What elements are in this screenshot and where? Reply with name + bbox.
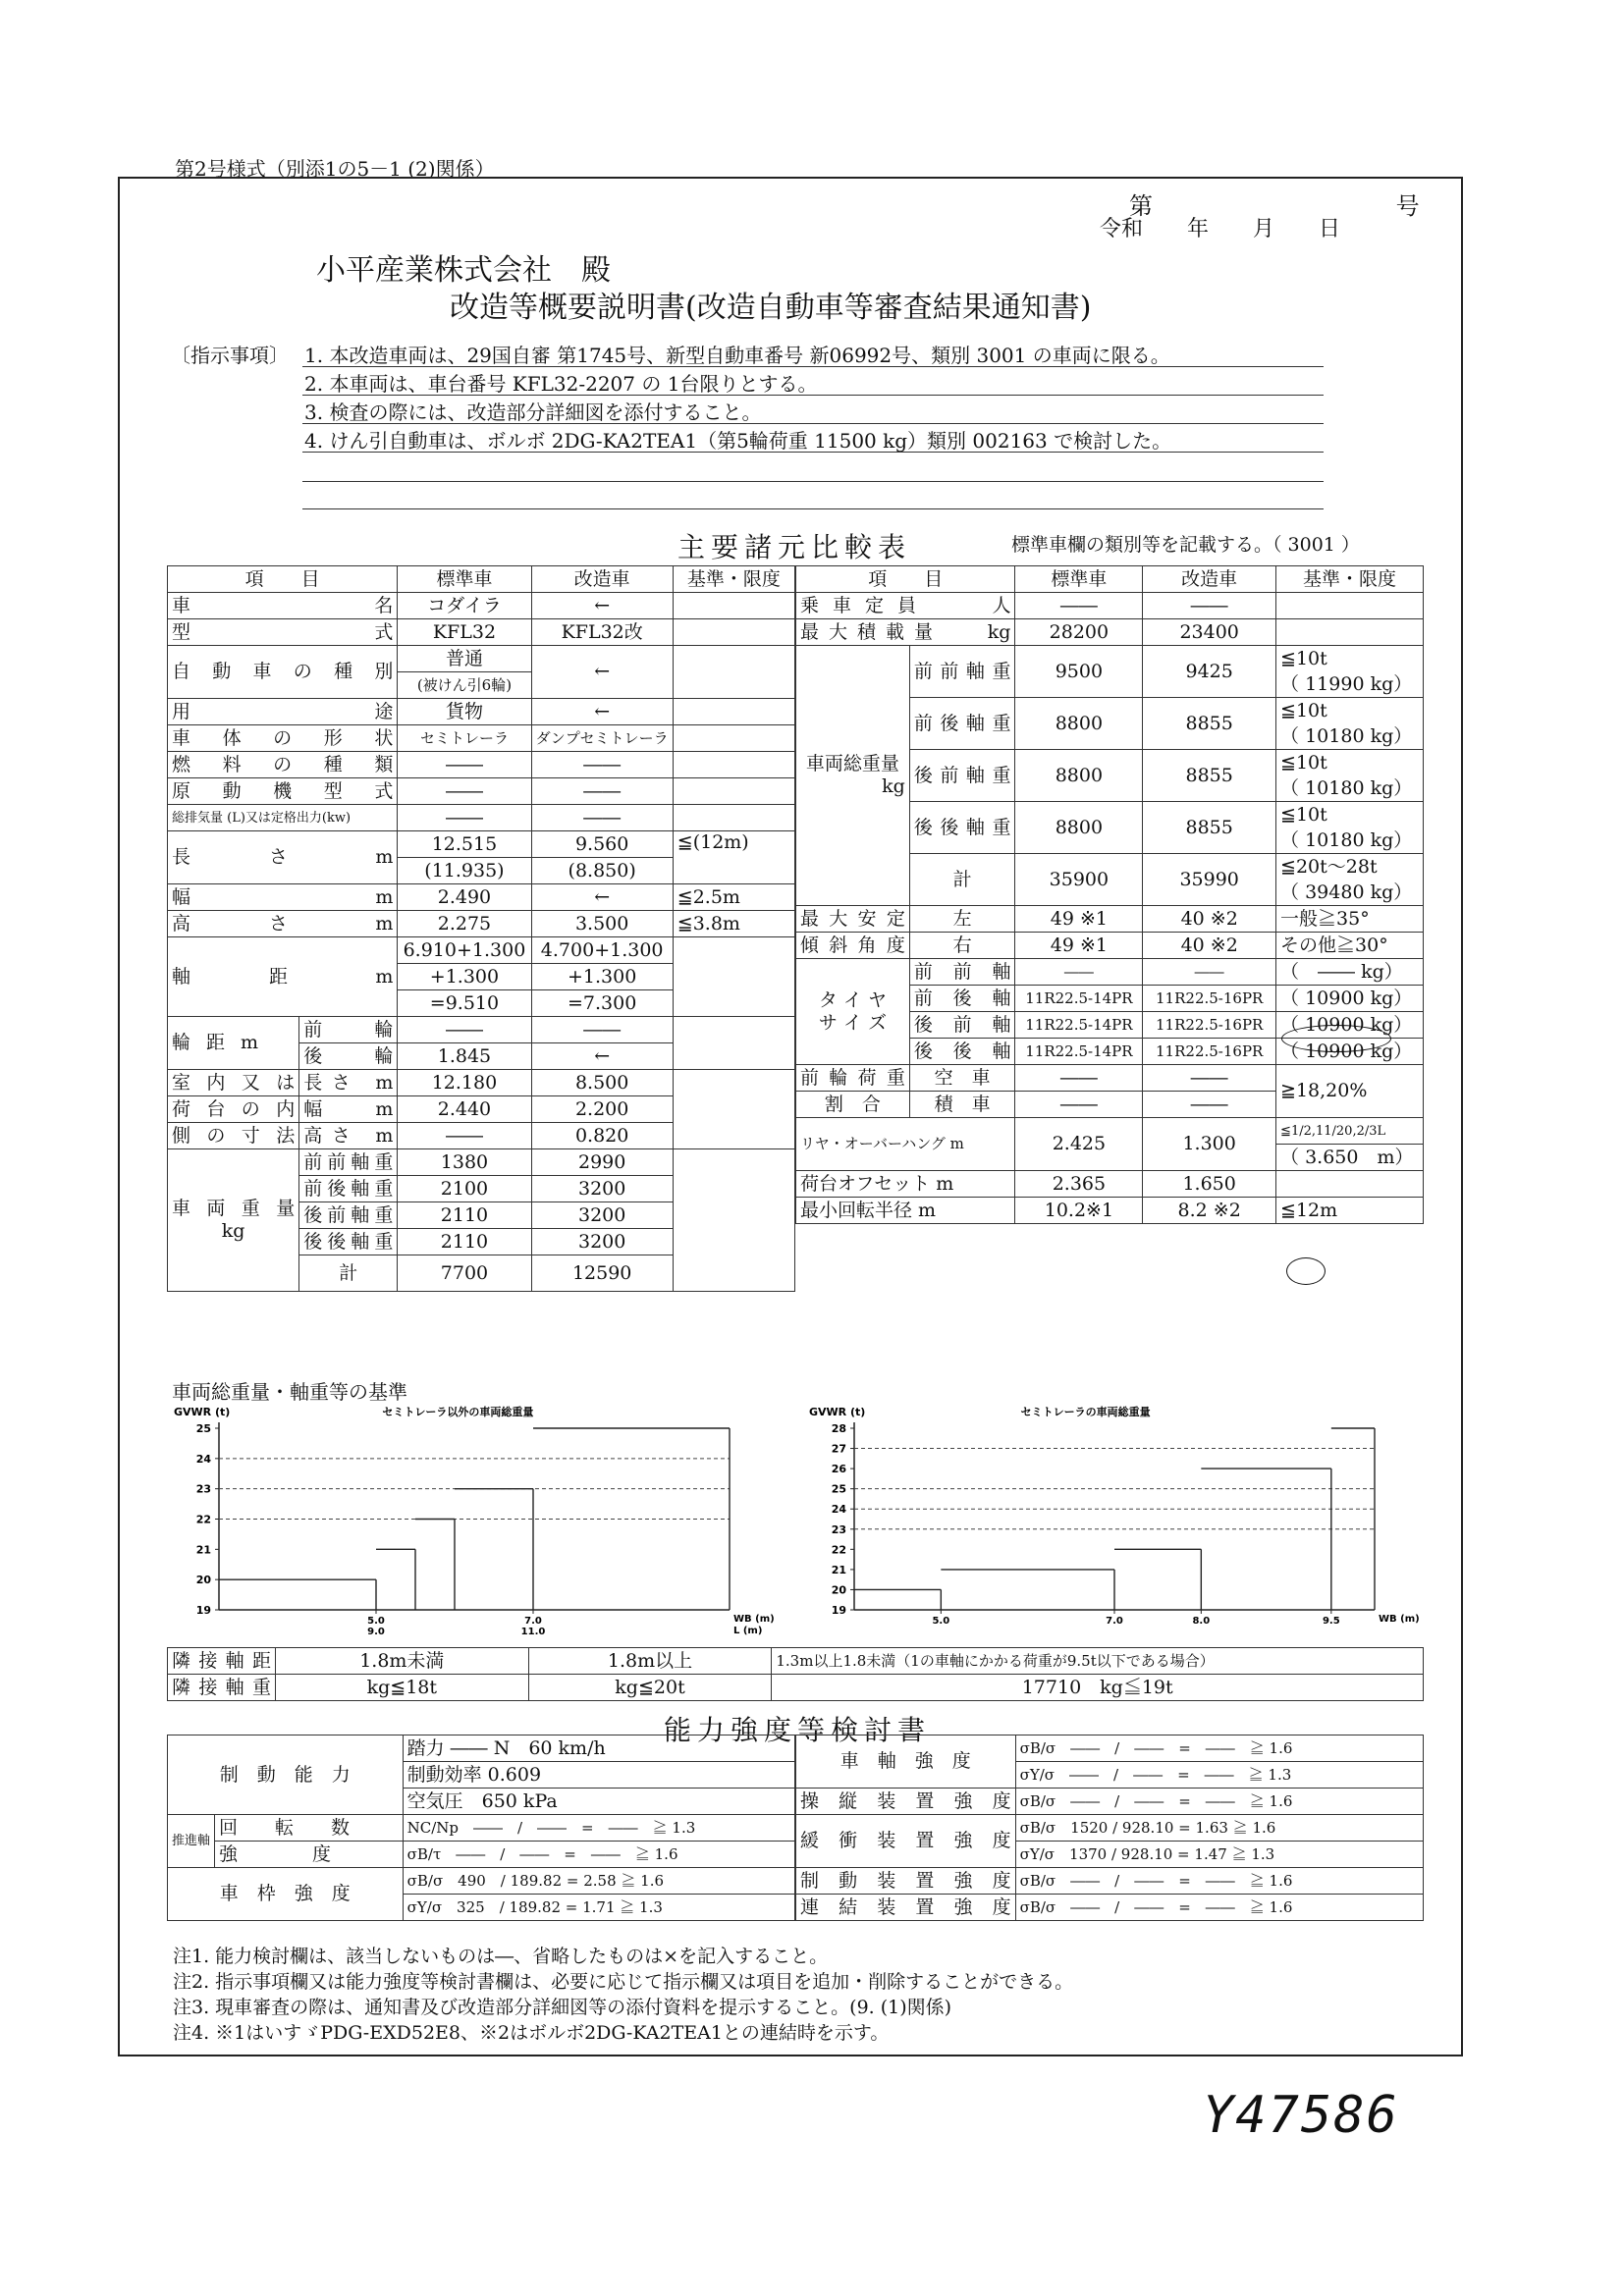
gvw-std-2: 8800: [1015, 698, 1143, 750]
header-item: 項 目: [168, 566, 398, 593]
chart-x-tick-label: 8.0: [1192, 1616, 1211, 1627]
header-standard: 標準車: [398, 566, 531, 593]
length-std-sub: (11.935): [398, 858, 531, 884]
chart-x-tick-label: 9.5: [1322, 1616, 1340, 1627]
form-number: 第2号様式（別添1の5－1 (2)関係）: [175, 157, 495, 181]
instruction-underline: [302, 481, 1324, 482]
tire-axle-4: 後後軸: [909, 1039, 1015, 1065]
chart-x-tick-label: 5.0: [367, 1616, 385, 1627]
chart-title: セミトレーラの車両総重量: [1020, 1406, 1151, 1418]
adjacent-wt-2: kg≦20t: [528, 1675, 772, 1701]
stability-left-mod: 40 ※2: [1143, 906, 1276, 933]
tire-mod-4: 11R22.5-16PR: [1143, 1039, 1276, 1065]
vw-axle-2: 前後軸重: [299, 1176, 398, 1202]
chart-y-tick-label: 21: [831, 1563, 846, 1576]
gvw-mod-1: 9425: [1143, 646, 1276, 698]
tread-rear-mod: ←: [531, 1043, 673, 1070]
gvw-total-std: 35900: [1015, 854, 1143, 906]
spec-table-left: [167, 565, 795, 1292]
adjacent-distance-label: 隣接軸距: [168, 1648, 276, 1675]
turning-radius-std: 10.2※1: [1015, 1198, 1143, 1224]
engine-label: 原動機型式: [168, 778, 398, 805]
rotation-value: NC/Np ―― / ―― = ―― ≧ 1.3: [403, 1815, 794, 1842]
tire-axle-3: 後前軸: [909, 1012, 1015, 1039]
cabin-width-std: 2.440: [398, 1096, 531, 1123]
axle-strength-value-1: σB/σ ―― / ―― = ―― ≧ 1.6: [1015, 1735, 1423, 1762]
front-load-loaded: 積 車: [909, 1092, 1015, 1118]
front-load-empty-mod: ――: [1143, 1065, 1276, 1092]
steering-strength-label: 操縦装置強度: [796, 1789, 1016, 1815]
displacement-std: ――: [398, 805, 531, 831]
frame-strength-value-2: σY/σ 325 / 189.82 = 1.71 ≧ 1.3: [403, 1895, 794, 1921]
instruction-4: 4. けん引自動車は、ボルボ 2DG-KA2TEA1（第5輪荷重 11500 kg）類別 002163 で検討した。: [304, 429, 1172, 453]
instruction-3: 3. 検査の際には、改造部分詳細図を添付すること。: [304, 400, 762, 424]
stability-left-std: 49 ※1: [1015, 906, 1143, 933]
displacement-mod: ――: [531, 805, 673, 831]
chart-y-tick-label: 23: [831, 1522, 846, 1536]
tire-limit-3: （ 10900 kg）: [1276, 1012, 1424, 1039]
instruction-2: 2. 本車両は、車台番号 KFL32-2207 の 1台限りとする。: [304, 372, 818, 396]
note-1: 注1. 能力検討欄は、該当しないものは―、省略したものは×を記入すること。: [173, 1946, 829, 1967]
coupling-strength-label: 連結装置強度: [796, 1895, 1016, 1921]
adjacent-wt-1: kg≦18t: [275, 1675, 528, 1701]
chart-y-tick-label: 23: [195, 1482, 211, 1496]
tire-std-1: ――: [1015, 959, 1143, 986]
chart-x-tick-label: 7.0: [1106, 1616, 1123, 1627]
tire-mod-2: 11R22.5-16PR: [1143, 986, 1276, 1012]
vw-axle-4: 後後軸重: [299, 1229, 398, 1255]
rear-overhang-mod: 1.300: [1143, 1118, 1276, 1171]
usage-std: 貨物: [398, 699, 531, 725]
tread-front-label: 前輪: [299, 1017, 398, 1043]
brake-device-strength-label: 制動装置強度: [796, 1868, 1016, 1895]
tread-front-mod: ――: [531, 1017, 673, 1043]
circle-mark: [1281, 1025, 1391, 1052]
cabin-height-mod: 0.820: [531, 1123, 673, 1149]
front-load-empty: 空 車: [909, 1065, 1015, 1092]
turning-radius-mod: 8.2 ※2: [1143, 1198, 1276, 1224]
chart-y-tick-label: 20: [195, 1574, 211, 1587]
car-name-std: コダイラ: [398, 593, 531, 619]
axle-strength-label: 車 軸 強 度: [796, 1735, 1016, 1789]
rear-overhang-limit-2: （ 3.650 m）: [1276, 1145, 1424, 1171]
capacity-label: 乗車定員 人: [796, 593, 1015, 619]
instruction-underline: [302, 423, 1324, 424]
engine-mod: ――: [531, 778, 673, 805]
height-label: 高さ m: [168, 911, 398, 937]
tire-axle-2: 前後軸: [909, 986, 1015, 1012]
coupling-strength-value: σB/σ ―― / ―― = ―― ≧ 1.6: [1015, 1895, 1423, 1921]
tire-axle-1: 前前軸: [909, 959, 1015, 986]
stability-limit-1: 一般≧35°: [1276, 906, 1424, 933]
header-item-right: 項 目: [796, 566, 1015, 593]
stability-right-std: 49 ※1: [1015, 933, 1143, 959]
capability-title: 能力強度等検討書: [664, 1714, 932, 1746]
circle-mark: [1286, 1257, 1326, 1285]
vehicle-weight-label: 車両重量 kg: [168, 1149, 299, 1292]
vehicle-type-mod: ←: [531, 646, 673, 699]
stability-label-2: 傾斜角度: [796, 933, 910, 959]
spec-table-right: [795, 565, 1424, 1224]
propulsion-label: 推進軸: [168, 1815, 215, 1868]
chart-y-tick-label: 24: [831, 1503, 846, 1517]
stability-left: 左: [909, 906, 1015, 933]
gvw-mod-2: 8855: [1143, 698, 1276, 750]
body-shape-label: 車体の形状: [168, 725, 398, 752]
vw-mod-4: 3200: [531, 1229, 673, 1255]
adjacent-axle-table: [167, 1647, 1424, 1701]
instructions-label: 〔指示事項〕: [171, 344, 289, 367]
body-shape-std: セミトレーラ: [398, 725, 531, 752]
instruction-underline: [302, 508, 1324, 509]
gvw-limit-2b: （ 10180 kg）: [1276, 723, 1424, 750]
cabin-width-mod: 2.200: [531, 1096, 673, 1123]
cabin-label-2: 荷台の内: [168, 1096, 299, 1123]
gvw-limit-1b: （ 11990 kg）: [1276, 671, 1424, 698]
wheelbase-mod-2: +1.300: [531, 964, 673, 990]
note-2: 注2. 指示事項欄又は能力強度等検討書欄は、必要に応じて指示欄又は項目を追加・削除することができる。: [173, 1971, 1074, 1993]
fuel-std: ――: [398, 752, 531, 778]
deck-offset-label: 荷台オフセット m: [796, 1171, 1015, 1198]
chart-y-tick-label: 24: [195, 1452, 211, 1466]
date-line: 令和 年 月 日: [1100, 217, 1340, 241]
tire-std-2: 11R22.5-14PR: [1015, 986, 1143, 1012]
vw-std-4: 2110: [398, 1229, 531, 1255]
tread-label: 輪距m: [168, 1017, 299, 1070]
width-mod: ←: [531, 884, 673, 911]
strength-value: σB/τ ―― / ―― = ―― ≧ 1.6: [403, 1842, 794, 1868]
cabin-height-std: ――: [398, 1123, 531, 1149]
adjacent-weight-label: 隣接軸重: [168, 1675, 276, 1701]
vehicle-type-std-sub: (被けん引6輪): [398, 672, 531, 699]
gvw-limit-4a: ≦10t: [1276, 802, 1424, 828]
deck-offset-std: 2.365: [1015, 1171, 1143, 1198]
spec-note: 標準車欄の類別等を記載する。（ 3001 ）: [1011, 534, 1360, 556]
steering-strength-value: σB/σ ―― / ―― = ―― ≧ 1.6: [1015, 1789, 1423, 1815]
chart-y-tick-label: 26: [831, 1463, 846, 1476]
usage-label: 用途: [168, 699, 398, 725]
vw-axle-1: 前前軸重: [299, 1149, 398, 1176]
length-std: 12.515: [398, 831, 531, 858]
height-mod: 3.500: [531, 911, 673, 937]
tire-mod-3: 11R22.5-16PR: [1143, 1012, 1276, 1039]
capacity-mod: ――: [1143, 593, 1276, 619]
height-std: 2.275: [398, 911, 531, 937]
gvw-total-limit-a: ≦20t～28t: [1276, 854, 1424, 881]
rotation-label: 回 転 数: [215, 1815, 404, 1842]
gvw-limit-2a: ≦10t: [1276, 698, 1424, 724]
vw-axle-3: 後前軸重: [299, 1202, 398, 1229]
deck-offset-mod: 1.650: [1143, 1171, 1276, 1198]
chart-y-tick-label: 22: [831, 1543, 846, 1557]
height-limit: ≦3.8m: [673, 911, 794, 937]
chart-ylabel: GVWR (t): [174, 1406, 231, 1418]
tread-rear-label: 後輪: [299, 1043, 398, 1070]
usage-mod: ←: [531, 699, 673, 725]
chart-y-tick-label: 28: [831, 1422, 846, 1435]
vw-mod-1: 2990: [531, 1149, 673, 1176]
car-name-label: 車名: [168, 593, 398, 619]
turning-radius-label: 最小回転半径 m: [796, 1198, 1015, 1224]
engine-std: ――: [398, 778, 531, 805]
tire-std-4: 11R22.5-14PR: [1015, 1039, 1143, 1065]
chart-y-tick-label: 27: [831, 1442, 846, 1456]
rear-overhang-std: 2.425: [1015, 1118, 1143, 1171]
document-title: 改造等概要説明書(改造自動車等審査結果通知書): [450, 291, 1092, 325]
width-label: 幅 m: [168, 884, 398, 911]
gvw-chart-semitrailer: [807, 1404, 1435, 1649]
stability-right-mod: 40 ※2: [1143, 933, 1276, 959]
gvw-std-1: 9500: [1015, 646, 1143, 698]
chart-y-tick-label: 19: [831, 1604, 846, 1617]
body-shape-mod: ダンプセミトレーラ: [531, 725, 673, 752]
front-load-limit: ≧18,20%: [1276, 1065, 1424, 1118]
vw-total-mod: 12590: [531, 1255, 673, 1292]
vw-std-2: 2100: [398, 1176, 531, 1202]
model-std: KFL32: [398, 619, 531, 646]
vw-mod-3: 3200: [531, 1202, 673, 1229]
width-std: 2.490: [398, 884, 531, 911]
number-line: 第 号: [1129, 192, 1538, 220]
stability-label-1: 最大安定: [796, 906, 910, 933]
braking-line-2: 制動効率 0.609: [403, 1762, 794, 1789]
braking-line-1: 踏力 ―― N 60 km/h: [403, 1735, 794, 1762]
length-mod-sub: (8.850): [531, 858, 673, 884]
max-load-label: 最大積載量 kg: [796, 619, 1015, 646]
chart-y-tick-label: 25: [831, 1482, 846, 1496]
gvw-std-4: 8800: [1015, 802, 1143, 854]
front-load-loaded-std: ――: [1015, 1092, 1143, 1118]
turning-radius-limit: ≦12m: [1276, 1198, 1424, 1224]
gvw-total-limit-b: （ 39480 kg）: [1276, 880, 1424, 906]
buffer-strength-value-1: σB/σ 1520 / 928.10 = 1.63 ≧ 1.6: [1015, 1815, 1423, 1842]
tread-front-std: ――: [398, 1017, 531, 1043]
wheelbase-mod-1: 4.700+1.300: [531, 937, 673, 964]
model-mod: KFL32改: [531, 619, 673, 646]
strength-label: 強 度: [215, 1842, 404, 1868]
chart-xlabel: WB (m): [733, 1614, 775, 1625]
note-4: 注4. ※1はいすゞPDG-EXD52E8、※2はボルボ2DG-KA2TEA1との連結時を示す。: [173, 2022, 890, 2044]
chart-x-tick-label-secondary: 11.0: [520, 1627, 546, 1637]
gvw-axle-4: 後後軸重: [909, 802, 1015, 854]
chart-xlabel-secondary: L (m): [733, 1626, 763, 1636]
gvw-total-mod: 35990: [1143, 854, 1276, 906]
chart-x-tick-label: 5.0: [932, 1616, 950, 1627]
header-standard-right: 標準車: [1015, 566, 1143, 593]
capability-table-left: [167, 1735, 795, 1921]
gvw-mod-4: 8855: [1143, 802, 1276, 854]
front-load-label-2: 割 合: [796, 1092, 910, 1118]
tire-limit-1: （ ―― kg）: [1276, 959, 1424, 986]
vehicle-type-label: 自動車の種別: [168, 646, 398, 699]
fuel-label: 燃料の種類: [168, 752, 398, 778]
adjacent-dist-2: 1.8m以上: [528, 1648, 772, 1675]
gvw-chart-non-semitrailer: [172, 1404, 781, 1649]
instruction-1: 1. 本改造車両は、29国自審 第1745号、新型自動車番号 新06992号、類別 3001 の車両に限る。: [304, 344, 1170, 367]
header-limit-right: 基準・限度: [1276, 566, 1424, 593]
instruction-underline: [302, 395, 1324, 396]
vw-total-std: 7700: [398, 1255, 531, 1292]
chart-y-tick-label: 25: [195, 1422, 211, 1435]
length-mod: 9.560: [531, 831, 673, 858]
cabin-height-label: 高さ m: [299, 1123, 398, 1149]
cabin-label-1: 室内又は: [168, 1070, 299, 1096]
frame-strength-label: 車 枠 強 度: [168, 1868, 404, 1921]
tread-rear-std: 1.845: [398, 1043, 531, 1070]
chart-x-tick-label: 7.0: [524, 1616, 542, 1627]
vehicle-type-std: 普通: [398, 646, 531, 672]
wheelbase-std-2: +1.300: [398, 964, 531, 990]
cabin-length-label: 長さ m: [299, 1070, 398, 1096]
note-3: 注3. 現車審査の際は、通知書及び改造部分詳細図等の添付資料を提示すること。(9. (1)関係): [173, 1997, 952, 2018]
gvw-limit-1a: ≦10t: [1276, 646, 1424, 672]
instruction-underline: [302, 366, 1324, 367]
cabin-width-label: 幅 m: [299, 1096, 398, 1123]
gvw-limit-3a: ≦10t: [1276, 750, 1424, 776]
gvw-label: 車両総重量 kg: [796, 646, 910, 906]
wheelbase-label: 軸距 m: [168, 937, 398, 1017]
vw-std-1: 1380: [398, 1149, 531, 1176]
rear-overhang-limit-1: ≦1/2,11/20,2/3L: [1276, 1118, 1424, 1145]
max-load-mod: 23400: [1143, 619, 1276, 646]
adjacent-dist-1: 1.8m未満: [275, 1648, 528, 1675]
stability-limit-2: その他≧30°: [1276, 933, 1424, 959]
frame-strength-value-1: σB/σ 490 / 189.82 = 2.58 ≧ 1.6: [403, 1868, 794, 1895]
vw-std-3: 2110: [398, 1202, 531, 1229]
chart-y-tick-label: 20: [831, 1583, 846, 1597]
header-limit: 基準・限度: [673, 566, 794, 593]
tire-limit-4: （ 10900 kg）: [1276, 1039, 1424, 1065]
chart-y-tick-label: 21: [195, 1543, 211, 1557]
chart-y-tick-label: 22: [195, 1513, 211, 1526]
tire-std-3: 11R22.5-14PR: [1015, 1012, 1143, 1039]
width-limit: ≦2.5m: [673, 884, 794, 911]
axle-strength-value-2: σY/σ ―― / ―― = ―― ≧ 1.3: [1015, 1762, 1423, 1789]
chart-ylabel: GVWR (t): [809, 1406, 866, 1418]
addressee: 小平産業株式会社 殿: [316, 253, 611, 288]
vw-mod-2: 3200: [531, 1176, 673, 1202]
braking-line-3: 空気圧 650 kPa: [403, 1789, 794, 1815]
length-limit: ≦(12m): [673, 831, 794, 884]
cabin-length-std: 12.180: [398, 1070, 531, 1096]
wheelbase-std-1: 6.910+1.300: [398, 937, 531, 964]
brake-device-strength-value: σB/σ ―― / ―― = ―― ≧ 1.6: [1015, 1868, 1423, 1895]
header-modified-right: 改造車: [1143, 566, 1276, 593]
gvw-limit-4b: （ 10180 kg）: [1276, 828, 1424, 854]
buffer-strength-label: 緩衝装置強度: [796, 1815, 1016, 1868]
chart-xlabel: WB (m): [1379, 1614, 1420, 1625]
gvw-axle-2: 前後軸重: [909, 698, 1015, 750]
tire-label: タ イ ヤ サ イ ズ: [796, 959, 910, 1065]
wheelbase-std-3: =9.510: [398, 990, 531, 1017]
car-name-mod: ←: [531, 593, 673, 619]
buffer-strength-value-2: σY/σ 1370 / 928.10 = 1.47 ≧ 1.3: [1015, 1842, 1423, 1868]
fuel-mod: ――: [531, 752, 673, 778]
max-load-std: 28200: [1015, 619, 1143, 646]
instruction-underline: [302, 452, 1324, 453]
length-label: 長さ m: [168, 831, 398, 884]
rear-overhang-label: リヤ・オーバーハング m: [796, 1118, 1015, 1171]
stability-right: 右: [909, 933, 1015, 959]
front-load-loaded-mod: ――: [1143, 1092, 1276, 1118]
tire-mod-1: ――: [1143, 959, 1276, 986]
front-load-empty-std: ――: [1015, 1065, 1143, 1092]
model-label: 型式: [168, 619, 398, 646]
cabin-length-mod: 8.500: [531, 1070, 673, 1096]
tire-limit-2: （ 10900 kg）: [1276, 986, 1424, 1012]
cabin-label-3: 側の寸法: [168, 1123, 299, 1149]
gvw-axle-3: 後前軸重: [909, 750, 1015, 802]
vw-total-label: 計: [299, 1255, 398, 1292]
front-load-label-1: 前輪荷重: [796, 1065, 910, 1092]
handwritten-id: Y47586: [1203, 2086, 1399, 2145]
chart-y-tick-label: 19: [195, 1604, 211, 1617]
chart-title: セミトレーラ以外の車両総重量: [382, 1406, 534, 1418]
capacity-std: ――: [1015, 593, 1143, 619]
displacement-label: 総排気量 (L)又は定格出力(kw): [168, 805, 398, 831]
adjacent-wt-3: 17710 kg≦19t: [772, 1675, 1424, 1701]
braking-label: 制 動 能 力: [168, 1735, 404, 1815]
gvw-total-label: 計: [909, 854, 1015, 906]
header-modified: 改造車: [531, 566, 673, 593]
adjacent-dist-3: 1.3m以上1.8未満（1の車軸にかかる荷重が9.5t以下である場合）: [772, 1648, 1424, 1675]
gvw-mod-3: 8855: [1143, 750, 1276, 802]
gvw-limit-3b: （ 10180 kg）: [1276, 775, 1424, 802]
spec-title: 主要諸元比較表: [677, 531, 912, 563]
charts-caption: 車両総重量・軸重等の基準: [172, 1380, 407, 1404]
gvw-std-3: 8800: [1015, 750, 1143, 802]
wheelbase-mod-3: =7.300: [531, 990, 673, 1017]
capability-table-right: [795, 1735, 1424, 1921]
chart-x-tick-label-secondary: 9.0: [367, 1627, 385, 1637]
gvw-axle-1: 前前軸重: [909, 646, 1015, 698]
